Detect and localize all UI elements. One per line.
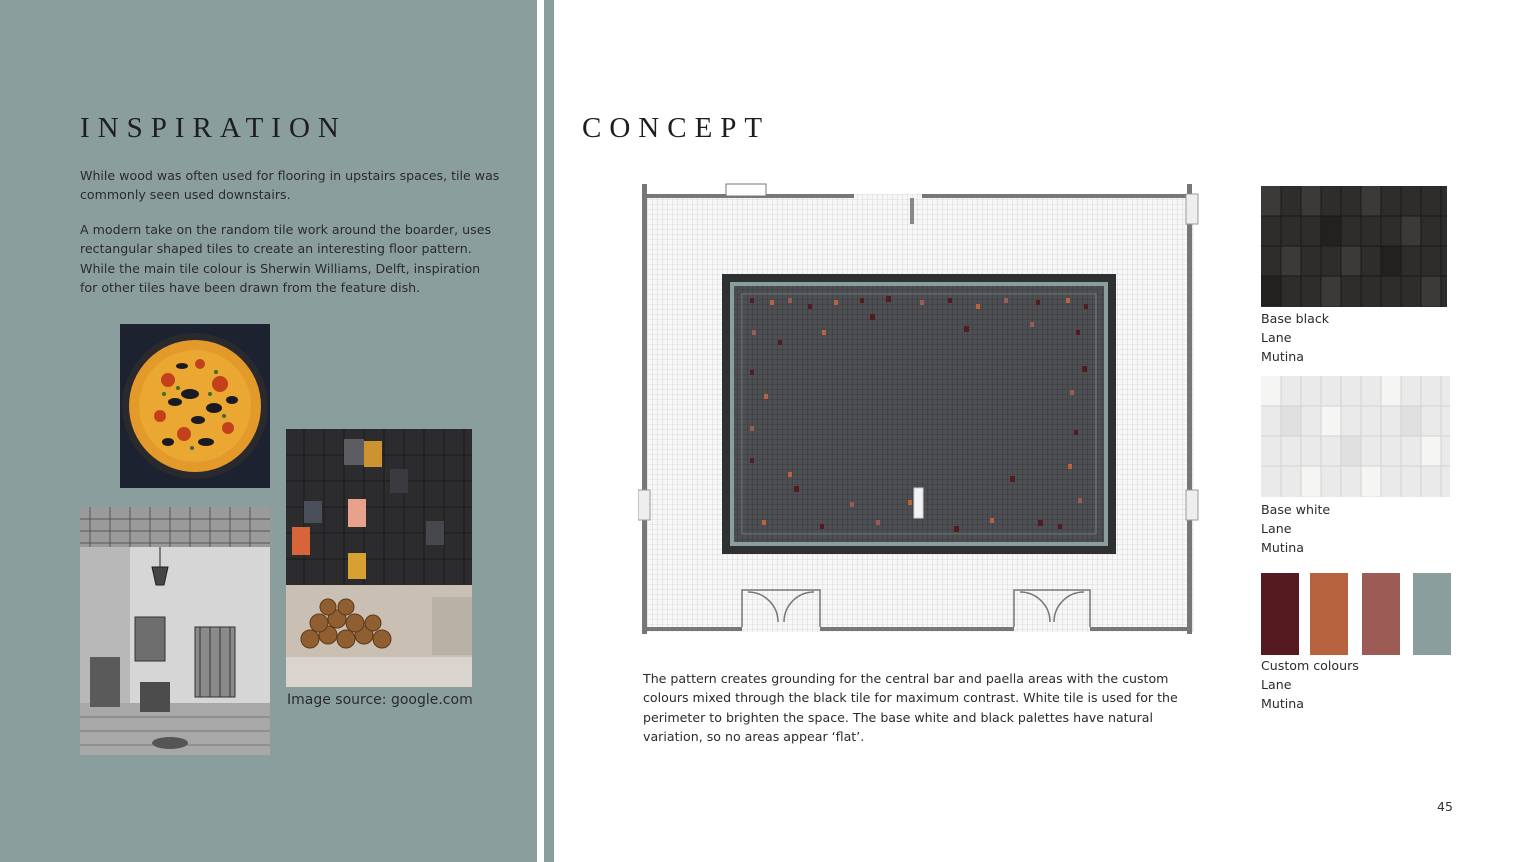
interior-engraving-photo: [80, 507, 270, 755]
floor-plan: [638, 180, 1200, 640]
base-black-swatch: [1261, 186, 1447, 307]
page-number: 45: [1437, 799, 1453, 814]
swatch-collection: Lane: [1261, 330, 1292, 346]
swatch-brand: Mutina: [1261, 540, 1304, 556]
custom-swatch-sage: [1413, 573, 1451, 655]
tile-wall-photo: [286, 429, 472, 687]
custom-swatch-burgundy: [1261, 573, 1299, 655]
panel-divider-stripe: [544, 0, 554, 862]
swatch-brand: Mutina: [1261, 349, 1304, 365]
swatch-collection: Lane: [1261, 677, 1292, 693]
swatch-collection: Lane: [1261, 521, 1292, 537]
custom-swatch-terracotta: [1310, 573, 1348, 655]
inspiration-paragraph-2: A modern take on the random tile work around the boarder, uses rectangular shaped tiles to create an interesting floor pattern. While the main tile colour is Sherwin Williams, Delft, inspiration for other tiles have been drawn from the feature dish.: [80, 222, 492, 295]
swatch-name: Base black: [1261, 311, 1330, 326]
concept-title: CONCEPT: [582, 112, 771, 144]
swatch-name: Custom colours: [1261, 658, 1359, 673]
inspiration-title: INSPIRATION: [80, 112, 347, 144]
swatch-brand: Mutina: [1261, 696, 1304, 712]
inspiration-paragraph-1: While wood was often used for flooring in upstairs spaces, tile was commonly seen used downstairs.: [80, 168, 500, 203]
base-white-label: [1261, 500, 1330, 558]
base-black-label: [1261, 309, 1329, 367]
image-source-caption: Image source: google.com: [287, 692, 473, 708]
custom-swatch-rose: [1362, 573, 1400, 655]
concept-description: The pattern creates grounding for the central bar and paella areas with the custom colours mixed through the black tile for maximum contrast. White tile is used for the perimeter to brighten the space. The base white and black palettes have natural variation, so no areas appear ‘flat’.: [643, 671, 1178, 744]
base-white-swatch: [1261, 376, 1450, 497]
custom-colours-label: [1261, 656, 1359, 714]
paella-photo: [120, 324, 270, 488]
swatch-name: Base white: [1261, 502, 1331, 517]
panel-divider: [537, 0, 544, 862]
